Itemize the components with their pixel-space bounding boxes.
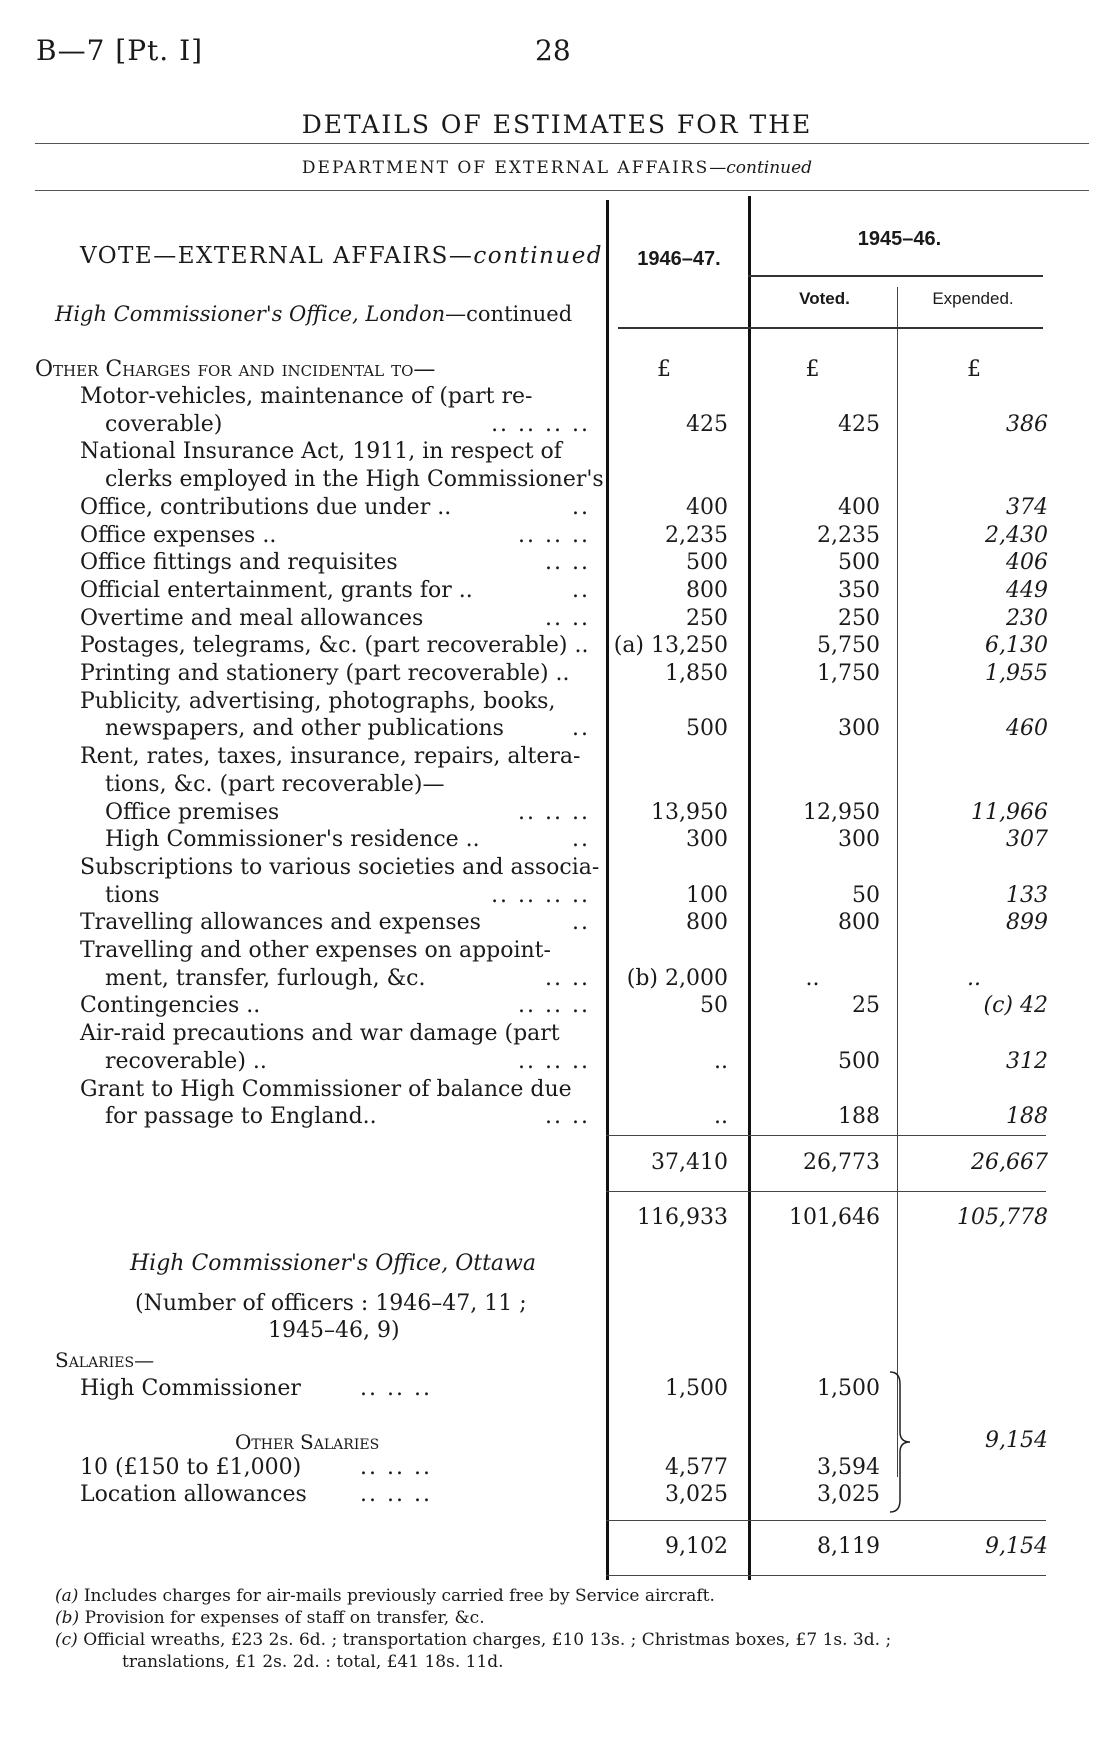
grand-total-voted: 101,646 — [789, 1205, 880, 1230]
charge-1946: 800 — [686, 577, 728, 603]
other-charges-heading: Other Charges for and incidental to— — [35, 357, 436, 382]
charge-line — [0, 383, 1114, 411]
leader-dots: .. — [572, 494, 590, 520]
charge-voted: 350 — [838, 577, 880, 603]
charge-label: Postages, telegrams, &c. (part recoverable) .. — [80, 633, 589, 659]
charge-label: Office premises — [105, 799, 280, 825]
leader-dots: .. .. .. .. — [491, 411, 590, 437]
charge-label: ment, transfer, furlough, &c. — [105, 965, 426, 991]
charge-voted: 500 — [838, 550, 880, 576]
charge-expended: 312 — [1006, 1048, 1048, 1074]
column-header-1946-47: 1946–47. — [637, 248, 721, 270]
vote-title: VOTE—EXTERNAL AFFAIRS — [80, 243, 449, 269]
subtotal-rule — [606, 1135, 1046, 1136]
charge-line — [0, 799, 1114, 827]
charge-voted: 2,235 — [817, 522, 880, 548]
charge-expended: 374 — [1006, 494, 1048, 520]
charge-line — [0, 854, 1114, 882]
footnote-a-text: Includes charges for air-mails previously carried free by Service aircraft. — [83, 1586, 715, 1606]
charge-line — [0, 992, 1114, 1020]
charge-1946: (b) 2,000 — [626, 965, 728, 991]
salary-row-ten-officers — [0, 1454, 1114, 1482]
footnote-a-mark: (a) — [55, 1586, 79, 1606]
charge-label: coverable) — [105, 411, 223, 437]
salaries-heading: Salaries— — [55, 1348, 155, 1372]
vote-suffix: —continued — [448, 243, 604, 269]
charge-line — [0, 605, 1114, 633]
charge-voted: .. — [805, 965, 820, 991]
charge-line — [0, 577, 1114, 605]
grand-total-1946: 116,933 — [637, 1205, 728, 1230]
leader-dots: .. .. .. — [518, 799, 590, 825]
charge-voted: 12,950 — [803, 799, 880, 825]
charge-label: recoverable) .. — [105, 1048, 267, 1074]
ottawa-total-voted: 8,119 — [817, 1534, 880, 1559]
charge-voted: 25 — [852, 993, 880, 1019]
currency-1946: £ — [657, 357, 671, 382]
charge-expended: .. — [967, 965, 981, 991]
salary-1946: 4,577 — [665, 1455, 728, 1480]
subtotal-row — [0, 1149, 1114, 1177]
subtotal-1946: 37,410 — [651, 1150, 728, 1175]
salary-voted: 3,594 — [817, 1455, 880, 1480]
charge-line — [0, 1076, 1114, 1104]
charge-label: Air-raid precautions and war damage (part — [80, 1021, 560, 1047]
charge-voted: 250 — [838, 605, 880, 631]
footnote-c-mark: (c) — [55, 1630, 78, 1650]
salary-1946: 3,025 — [665, 1482, 728, 1507]
charge-1946: 500 — [686, 550, 728, 576]
charge-line — [0, 882, 1114, 910]
leader-dots: .. .. .. — [360, 1376, 432, 1401]
charge-voted: 1,750 — [817, 661, 880, 686]
ottawa-total-rule — [606, 1520, 1046, 1521]
charge-line — [0, 438, 1114, 466]
leader-dots: .. — [572, 827, 590, 853]
other-salaries-heading: Other Salaries — [235, 1430, 380, 1454]
charge-1946: 100 — [686, 882, 728, 908]
salary-1946: 1,500 — [665, 1376, 728, 1401]
footnote-c — [55, 1630, 891, 1650]
leader-dots: .. .. — [545, 550, 590, 576]
leader-dots: .. — [572, 910, 590, 936]
salary-voted: 1,500 — [817, 1376, 880, 1401]
footnote-b-text: Provision for expenses of staff on transfer, &c. — [84, 1608, 485, 1628]
charge-voted: 300 — [838, 716, 880, 742]
vote-heading — [80, 243, 603, 269]
charge-label: tions, &c. (part recoverable)— — [105, 771, 445, 797]
salary-label: Location allowances — [80, 1482, 307, 1507]
charge-line — [0, 688, 1114, 716]
document-reference: B—7 [Pt. I] — [36, 34, 204, 67]
charge-line — [0, 965, 1114, 993]
charge-label: Office, contributions due under .. — [80, 494, 452, 520]
charge-expended: 133 — [1006, 882, 1048, 908]
title-rule — [35, 143, 1089, 144]
header-rule-bottom — [618, 327, 1043, 329]
charge-expended: 899 — [1006, 910, 1048, 936]
charge-label: National Insurance Act, 1911, in respect of — [80, 439, 562, 465]
footnote-b — [55, 1608, 485, 1628]
leader-dots: .. .. .. — [518, 522, 590, 548]
charge-1946: 50 — [700, 993, 728, 1019]
page-subtitle — [0, 158, 1114, 178]
leader-dots: .. .. — [545, 605, 590, 631]
salary-label: High Commissioner — [80, 1376, 301, 1401]
charge-line — [0, 411, 1114, 439]
office-suffix: —continued — [445, 302, 573, 326]
charge-label: newspapers, and other publications — [105, 716, 504, 742]
charge-line — [0, 494, 1114, 522]
footnote-a — [55, 1586, 715, 1606]
charge-expended: 188 — [1006, 1104, 1048, 1130]
charge-voted: 5,750 — [817, 633, 880, 659]
charge-expended: 460 — [1006, 716, 1048, 742]
ottawa-officers-line1: (Number of officers : 1946–47, 11 ; — [135, 1291, 527, 1316]
charge-expended: 230 — [1006, 605, 1048, 631]
charge-expended: 406 — [1006, 550, 1048, 576]
charge-line — [0, 1020, 1114, 1048]
column-header-1945-46: 1945–46. — [857, 228, 942, 250]
charge-expended: 386 — [1006, 411, 1048, 437]
charge-expended: 449 — [1006, 577, 1048, 603]
leader-dots: .. .. .. — [518, 993, 590, 1019]
charge-label: Publicity, advertising, photographs, books, — [80, 688, 556, 714]
leader-dots: .. — [572, 716, 590, 742]
charge-1946: 800 — [686, 910, 728, 936]
charge-1946: 1,850 — [665, 661, 728, 686]
leader-dots: .. .. .. — [518, 1048, 590, 1074]
salary-voted: 3,025 — [817, 1482, 880, 1507]
leader-dots: .. .. .. — [360, 1455, 432, 1480]
charge-label: Contingencies .. — [80, 993, 261, 1019]
subtitle-rule — [35, 190, 1089, 191]
footnote-b-mark: (b) — [55, 1608, 80, 1628]
charge-expended: 1,955 — [985, 661, 1048, 686]
charge-voted: 50 — [852, 882, 880, 908]
charge-expended: 307 — [1006, 827, 1048, 853]
footnote-c-continuation: translations, £1 2s. 2d. : total, £41 18s. 11d. — [122, 1652, 504, 1672]
ottawa-officers-line2: 1945–46, 9) — [268, 1318, 400, 1343]
header-rule-1945 — [748, 275, 1043, 277]
salaries-brace-expended-row — [0, 1427, 1114, 1455]
charge-expended: 2,430 — [985, 522, 1048, 548]
charge-expended: 6,130 — [985, 633, 1048, 659]
charge-1946: 425 — [686, 411, 728, 437]
charge-label: clerks employed in the High Commissioner's — [105, 467, 604, 493]
charge-voted: 425 — [838, 411, 880, 437]
office-name: High Commissioner's Office, London — [55, 302, 446, 326]
charge-1946: 400 — [686, 494, 728, 520]
charge-1946: .. — [714, 1104, 728, 1130]
charge-voted: 800 — [838, 910, 880, 936]
charge-label: Rent, rates, taxes, insurance, repairs, altera- — [80, 744, 581, 770]
charge-line — [0, 743, 1114, 771]
charge-line — [0, 632, 1114, 660]
charge-line — [0, 826, 1114, 854]
grand-total-rule — [606, 1191, 1046, 1192]
charge-label: tions — [105, 882, 160, 908]
ottawa-total-row — [0, 1533, 1114, 1561]
charge-line — [0, 1103, 1114, 1131]
charge-line — [0, 549, 1114, 577]
leader-dots: .. — [572, 577, 590, 603]
leader-dots: .. .. — [545, 1104, 590, 1130]
footnote-c-text: Official wreaths, £23 2s. 6d. ; transportation charges, £10 13s. ; Christmas boxes, £7 1s. 3d. ; — [83, 1630, 892, 1650]
ottawa-total-1946: 9,102 — [665, 1534, 728, 1559]
charge-1946: 300 — [686, 827, 728, 853]
column-header-voted: Voted. — [799, 289, 850, 308]
charge-label: Printing and stationery (part recoverable) .. — [80, 661, 570, 686]
charge-1946: .. — [714, 1048, 728, 1074]
charge-line — [0, 771, 1114, 799]
charge-label: Motor-vehicles, maintenance of (part re- — [80, 384, 533, 409]
salary-row-location-allowances — [0, 1481, 1114, 1509]
charge-1946: 13,950 — [651, 799, 728, 825]
charge-voted: 300 — [838, 827, 880, 853]
charge-1946: 2,235 — [665, 522, 728, 548]
charge-label: Office expenses .. — [80, 522, 277, 548]
salaries-expended: 9,154 — [985, 1428, 1048, 1453]
charge-voted: 500 — [838, 1048, 880, 1074]
charge-voted: 188 — [838, 1104, 880, 1130]
charge-voted: 400 — [838, 494, 880, 520]
charge-line — [0, 522, 1114, 550]
charge-1946: 500 — [686, 716, 728, 742]
charge-line — [0, 937, 1114, 965]
subtitle-suffix: —continued — [709, 158, 813, 178]
charge-label: Travelling and other expenses on appoint- — [80, 938, 551, 963]
charge-label: Official entertainment, grants for .. — [80, 577, 473, 603]
charge-label: Grant to High Commissioner of balance due — [80, 1076, 572, 1102]
salary-row-high-commissioner — [0, 1375, 1114, 1403]
charge-1946: 250 — [686, 605, 728, 631]
leader-dots: .. .. .. — [360, 1482, 432, 1507]
charge-label: Travelling allowances and expenses — [80, 910, 481, 936]
page-number: 28 — [535, 34, 571, 67]
column-header-expended: Expended. — [932, 289, 1014, 308]
ottawa-total-bottom-rule — [606, 1575, 1046, 1576]
charge-label: High Commissioner's residence .. — [105, 827, 480, 853]
charge-label: Subscriptions to various societies and associa- — [80, 854, 600, 880]
salary-label: 10 (£150 to £1,000) — [80, 1455, 302, 1480]
charge-expended: 11,966 — [971, 799, 1048, 825]
leader-dots: .. .. — [545, 965, 590, 991]
leader-dots: .. .. .. .. — [491, 882, 590, 908]
charge-line — [0, 715, 1114, 743]
grand-total-row — [0, 1204, 1114, 1232]
currency-expended: £ — [967, 357, 981, 382]
ottawa-total-expended: 9,154 — [985, 1534, 1048, 1559]
subtotal-voted: 26,773 — [803, 1150, 880, 1175]
page-title: DETAILS OF ESTIMATES FOR THE — [301, 110, 813, 139]
charge-label: for passage to England.. — [105, 1104, 377, 1130]
office-heading — [55, 302, 572, 326]
charge-line — [0, 466, 1114, 494]
other-charges-heading-row — [0, 356, 1114, 384]
charge-label: Office fittings and requisites — [80, 550, 398, 576]
charge-label: Overtime and meal allowances — [80, 605, 424, 631]
subtitle-text: DEPARTMENT OF EXTERNAL AFFAIRS — [301, 158, 710, 178]
charge-expended: (c) 42 — [983, 993, 1048, 1019]
subtotal-expended: 26,667 — [971, 1150, 1048, 1175]
ottawa-heading: High Commissioner's Office, Ottawa — [130, 1251, 536, 1276]
charge-line — [0, 909, 1114, 937]
charge-line — [0, 660, 1114, 688]
grand-total-expended: 105,778 — [957, 1205, 1048, 1230]
charge-1946: (a) 13,250 — [613, 633, 728, 659]
charge-line — [0, 1048, 1114, 1076]
currency-voted: £ — [805, 357, 820, 382]
